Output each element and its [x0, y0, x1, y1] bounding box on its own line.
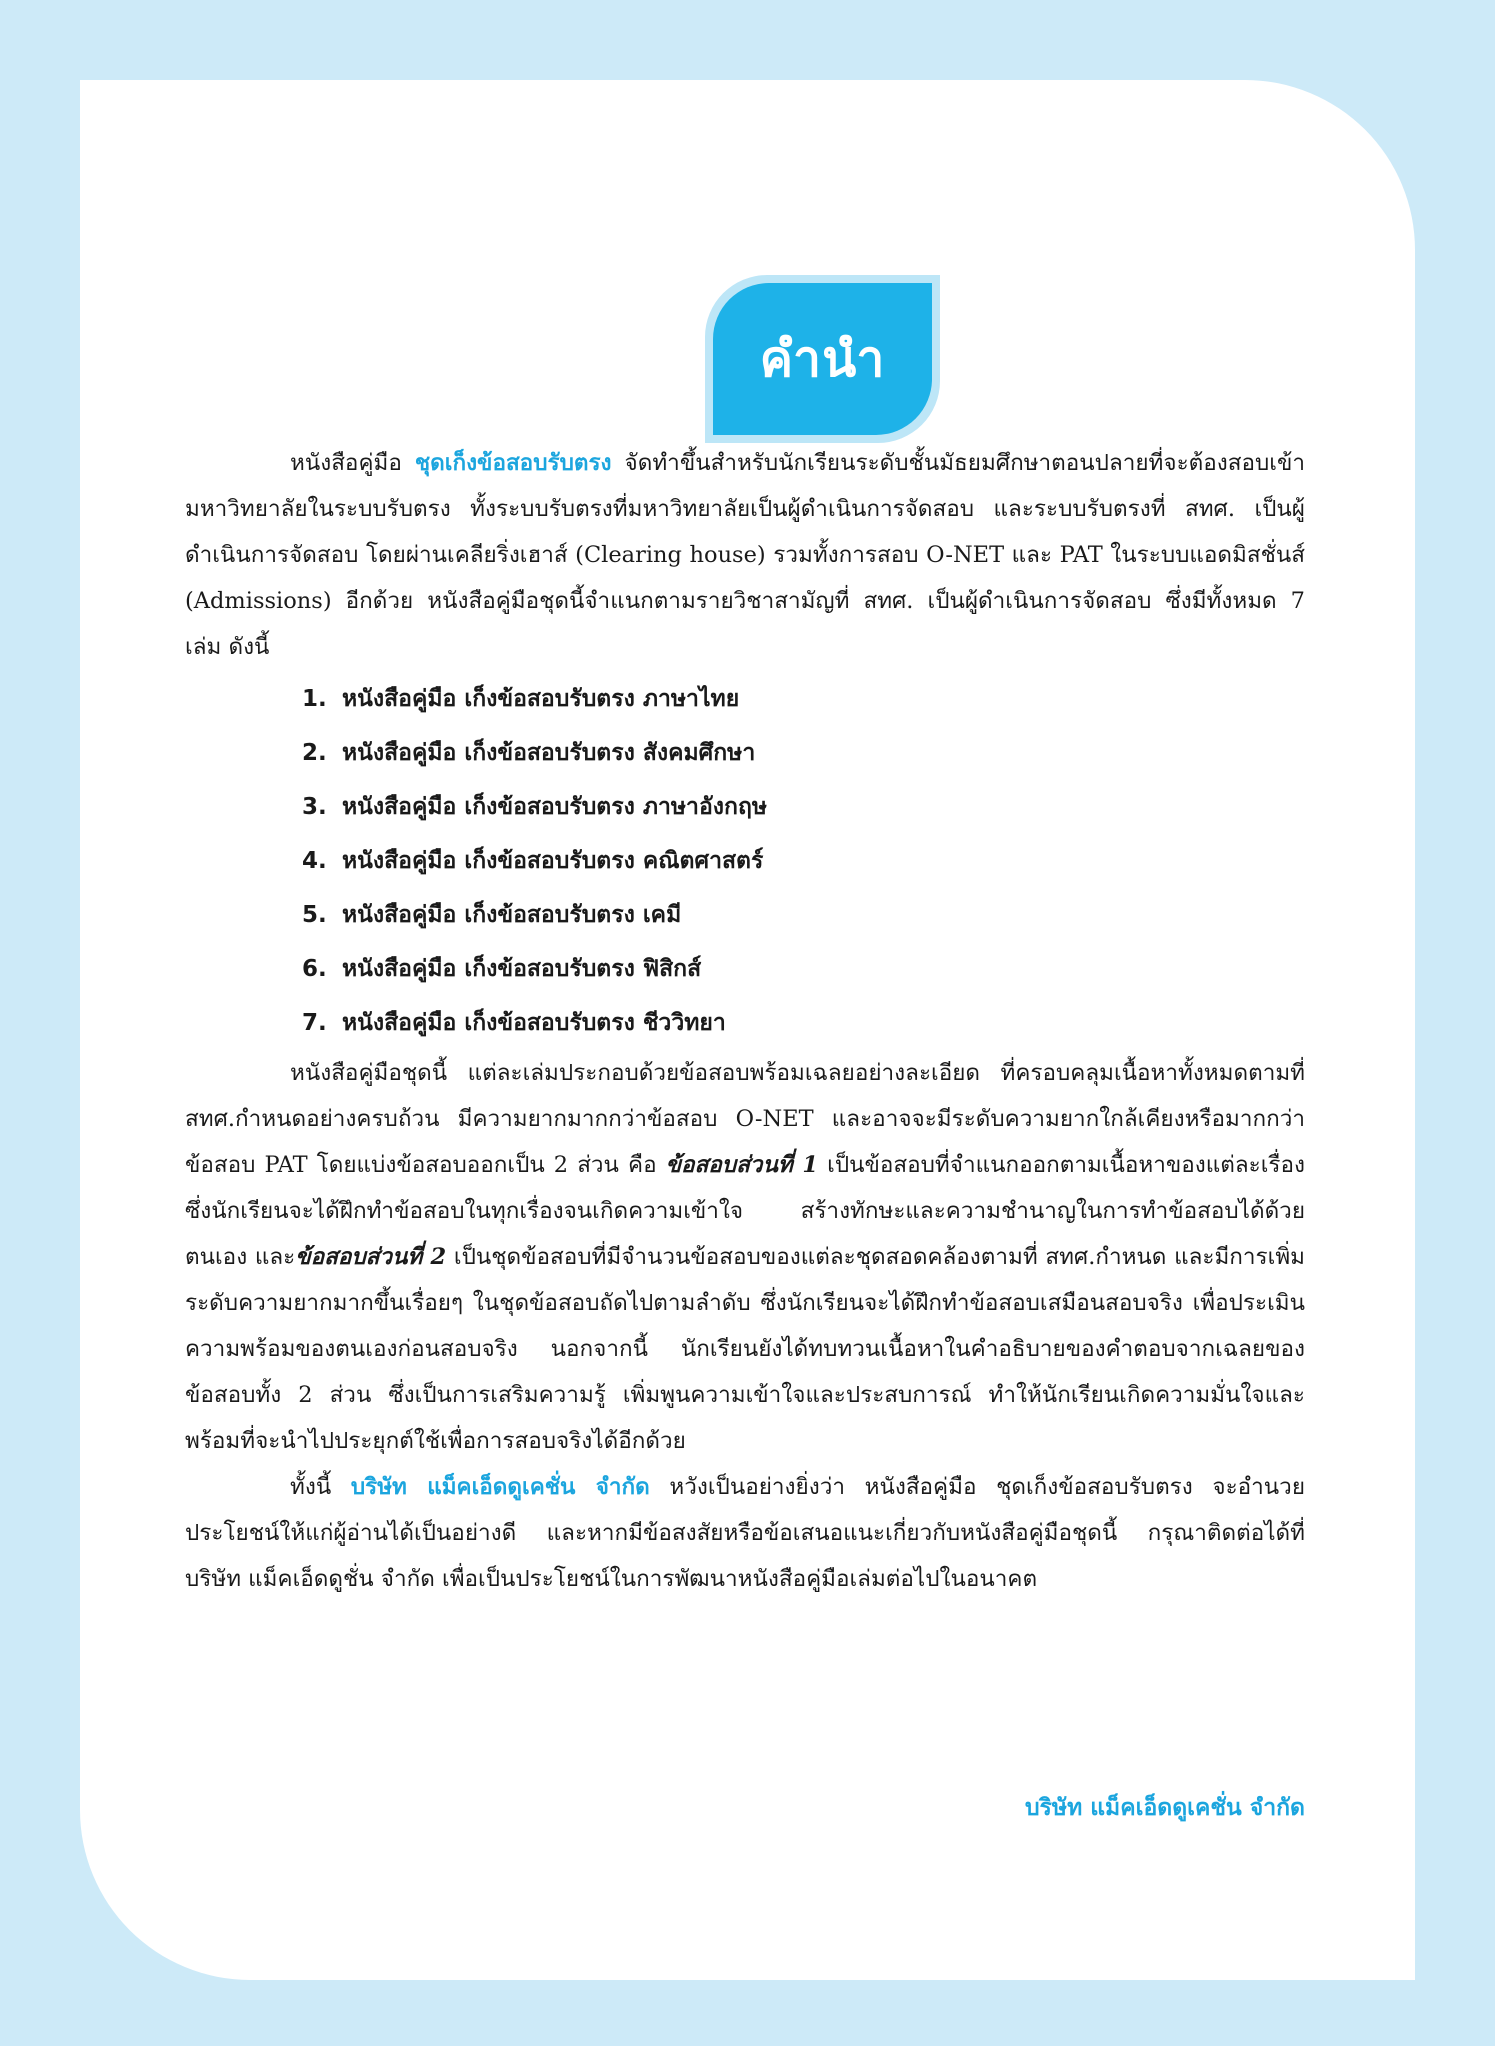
intro-paragraph	[185, 440, 1305, 670]
intro-text-2: จัดทำขึ้นสำหรับนักเรียนระดับชั้นมัธยมศึกษาตอนปลายที่จะต้องสอบเข้ามหาวิทยาลัยในระบบรับตรง ทั้งระบบรับตรงที่มหาวิทยาลัยเป็นผู้ดำเนินการจัดสอบ และระบบรับตรงที่ สทศ. เป็นผู้ดำเนินการจัดสอบ โดยผ่านเคลียริ่งเฮาส์ (Clearing house) รวมทั้งการสอบ O-NET และ PAT ในระบบแอดมิสชั่นส์ (Admissions) อีกด้วย หนังสือคู่มือชุดนี้จำแนกตามรายวิชาสามัญที่ สทศ. เป็นผู้ดำเนินการจัดสอบ ซึ่งมีทั้งหมด 7 เล่ม ดังนี้	[185, 450, 1305, 660]
list-item-number: 3.	[302, 794, 327, 820]
list-item-number: 5.	[302, 902, 327, 928]
page-title: คำนำ	[759, 329, 886, 388]
list-item-title: หนังสือคู่มือ เก็งข้อสอบรับตรง ชีววิทยา	[342, 1010, 726, 1036]
series-name-highlight: ชุดเก็งข้อสอบรับตรง	[414, 450, 612, 476]
list-item	[302, 780, 1305, 834]
list-item-title: หนังสือคู่มือ เก็งข้อสอบรับตรง ภาษาอังกฤษ	[342, 794, 768, 820]
details-text-1: หนังสือคู่มือชุดนี้ แต่ละเล่มประกอบด้วยข้อสอบพร้อมเฉลยอย่างละเอียด ที่ครอบคลุมเนื้อหาทั้งหมดตามที่ สทศ.กำหนดอย่างครบถ้วน มีความยากมากกว่าข้อสอบ O-NET และอาจจะมีระดับความยากใกล้เคียงหรือมากกว่าข้อสอบ PAT โดยแบ่งข้อสอบออกเป็น 2 ส่วน คือ	[185, 1060, 1305, 1178]
intro-text-1: หนังสือคู่มือ	[290, 450, 415, 476]
closing-text-2: หวังเป็นอย่างยิ่งว่า หนังสือคู่มือ ชุดเก็งข้อสอบรับตรง จะอำนวยประโยชน์ให้แก่ผู้อ่านได้เป็นอย่างดี และหากมีข้อสงสัยหรือข้อเสนอแนะเกี่ยวกับหนังสือคู่มือชุดนี้ กรุณาติดต่อได้ที่ บริษัท แม็คเอ็ดดูชั่น จำกัด เพื่อเป็นประโยชน์ในการพัฒนาหนังสือคู่มือเล่มต่อไปในอนาคต	[185, 1474, 1305, 1592]
list-item-title: หนังสือคู่มือ เก็งข้อสอบรับตรง สังคมศึกษา	[342, 740, 756, 766]
list-item-title: หนังสือคู่มือ เก็งข้อสอบรับตรง ภาษาไทย	[342, 686, 740, 712]
closing-paragraph	[185, 1464, 1305, 1602]
list-item-number: 6.	[302, 956, 327, 982]
closing-text-1: ทั้งนี้	[290, 1474, 351, 1500]
list-item	[302, 726, 1305, 780]
title-badge	[705, 275, 940, 443]
details-text-3: เป็นชุดข้อสอบที่มีจำนวนข้อสอบของแต่ละชุดสอดคล้องตามที่ สทศ.กำหนด และมีการเพิ่มระดับความยากมากขึ้นเรื่อยๆ ในชุดข้อสอบถัดไปตามลำดับ ซึ่งนักเรียนจะได้ฝึกทำข้อสอบเสมือนสอบจริง เพื่อประเมินความพร้อมของตนเองก่อนสอบจริง นอกจากนี้ นักเรียนยังได้ทบทวนเนื้อหาในคำอธิบายของคำตอบจากเฉลยของข้อสอบทั้ง 2 ส่วน ซึ่งเป็นการเสริมความรู้ เพิ่มพูนความเข้าใจและประสบการณ์ ทำให้นักเรียนเกิดความมั่นใจและพร้อมที่จะนำไปประยุกต์ใช้เพื่อการสอบจริงได้อีกด้วย	[185, 1244, 1305, 1454]
list-item-title: หนังสือคู่มือ เก็งข้อสอบรับตรง ฟิสิกส์	[342, 956, 702, 982]
book-list	[185, 672, 1305, 1050]
details-paragraph	[185, 1050, 1305, 1464]
list-item	[302, 888, 1305, 942]
list-item-number: 7.	[302, 1010, 327, 1036]
list-item-number: 2.	[302, 740, 327, 766]
list-item-title: หนังสือคู่มือ เก็งข้อสอบรับตรง เคมี	[342, 902, 682, 928]
list-item	[302, 834, 1305, 888]
signature: บริษัท แม็คเอ็ดดูเคชั่น จำกัด	[1024, 1795, 1305, 1821]
preface-body	[185, 440, 1305, 1602]
details-text-2: เป็นข้อสอบที่จำแนกออกตามเนื้อหาของแต่ละเรื่อง ซึ่งนักเรียนจะได้ฝึกทำข้อสอบในทุกเรื่องจนเกิดความเข้าใจ สร้างทักษะและความชำนาญในการทำข้อสอบได้ด้วยตนเอง และ	[185, 1152, 1305, 1270]
list-item	[302, 942, 1305, 996]
list-item-title: หนังสือคู่มือ เก็งข้อสอบรับตรง คณิตศาสตร์	[342, 848, 764, 874]
title-badge-inner	[713, 283, 932, 435]
section-1-emphasis: ข้อสอบส่วนที่ 1	[665, 1152, 819, 1178]
list-item	[302, 996, 1305, 1050]
list-item-number: 4.	[302, 848, 327, 874]
company-name-highlight: บริษัท แม็คเอ็ดดูเคชั่น จำกัด	[350, 1474, 650, 1500]
list-item	[302, 672, 1305, 726]
section-2-emphasis: ข้อสอบส่วนที่ 2	[295, 1244, 447, 1270]
list-item-number: 1.	[302, 686, 327, 712]
